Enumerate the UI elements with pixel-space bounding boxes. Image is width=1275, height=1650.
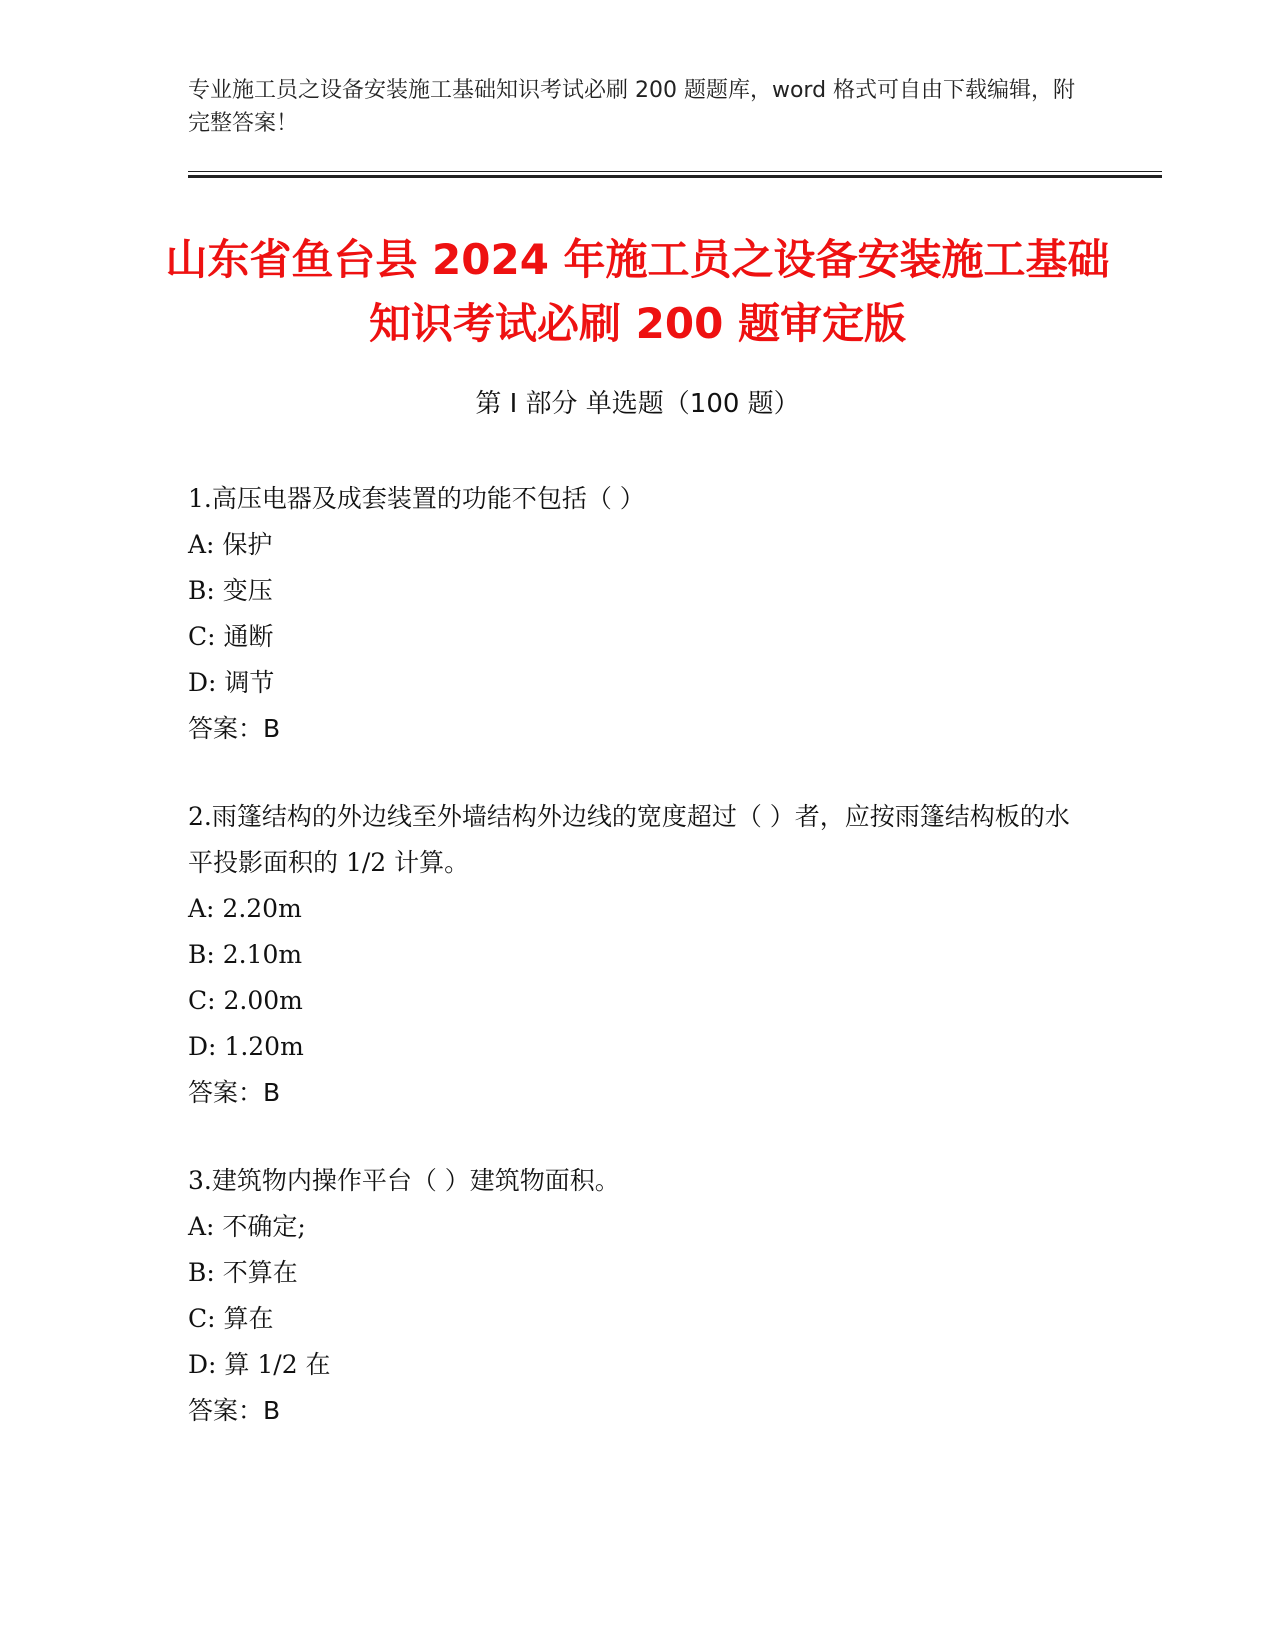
- option-d: D: 1.20m: [188, 1032, 304, 1061]
- answer: 答案：B: [188, 1078, 281, 1107]
- answer: 答案：B: [188, 714, 281, 743]
- question-stem: 3.建筑物内操作平台（ ）建筑物面积。: [188, 1166, 620, 1195]
- header-divider-thick: [188, 175, 1162, 178]
- document-title: 山东省鱼台县 2024 年施工员之设备安装施工基础知识考试必刷 200 题审定版: [165, 235, 1110, 348]
- option-b: B: 不算在: [188, 1258, 298, 1287]
- option-c: C: 2.00m: [188, 986, 303, 1015]
- option-d: D: 调节: [188, 668, 275, 697]
- option-a: A: 保护: [188, 530, 273, 559]
- option-a: A: 2.20m: [188, 894, 302, 923]
- question-2: [188, 794, 1088, 1116]
- question-1: [188, 476, 1088, 752]
- header-note: 专业施工员之设备安装施工基础知识考试必刷 200 题题库，word 格式可自由下载编辑，附完整答案！: [188, 78, 1076, 136]
- question-stem: 1.高压电器及成套装置的功能不包括（ ）: [188, 484, 645, 513]
- section-heading: 第 I 部分 单选题（100 题）: [475, 389, 800, 419]
- answer: 答案：B: [188, 1396, 281, 1425]
- header-divider-thin: [188, 171, 1162, 172]
- question-stem: 2.雨篷结构的外边线至外墙结构外边线的宽度超过（ ）者，应按雨篷结构板的水平投影面积的 1/2 计算。: [188, 802, 1070, 877]
- question-3: [188, 1158, 1088, 1434]
- option-a: A: 不确定;: [188, 1212, 306, 1241]
- option-b: B: 2.10m: [188, 940, 303, 969]
- option-c: C: 算在: [188, 1304, 274, 1333]
- option-b: B: 变压: [188, 576, 273, 605]
- option-d: D: 算 1/2 在: [188, 1350, 331, 1379]
- question-list: [188, 476, 1088, 1476]
- option-c: C: 通断: [188, 622, 274, 651]
